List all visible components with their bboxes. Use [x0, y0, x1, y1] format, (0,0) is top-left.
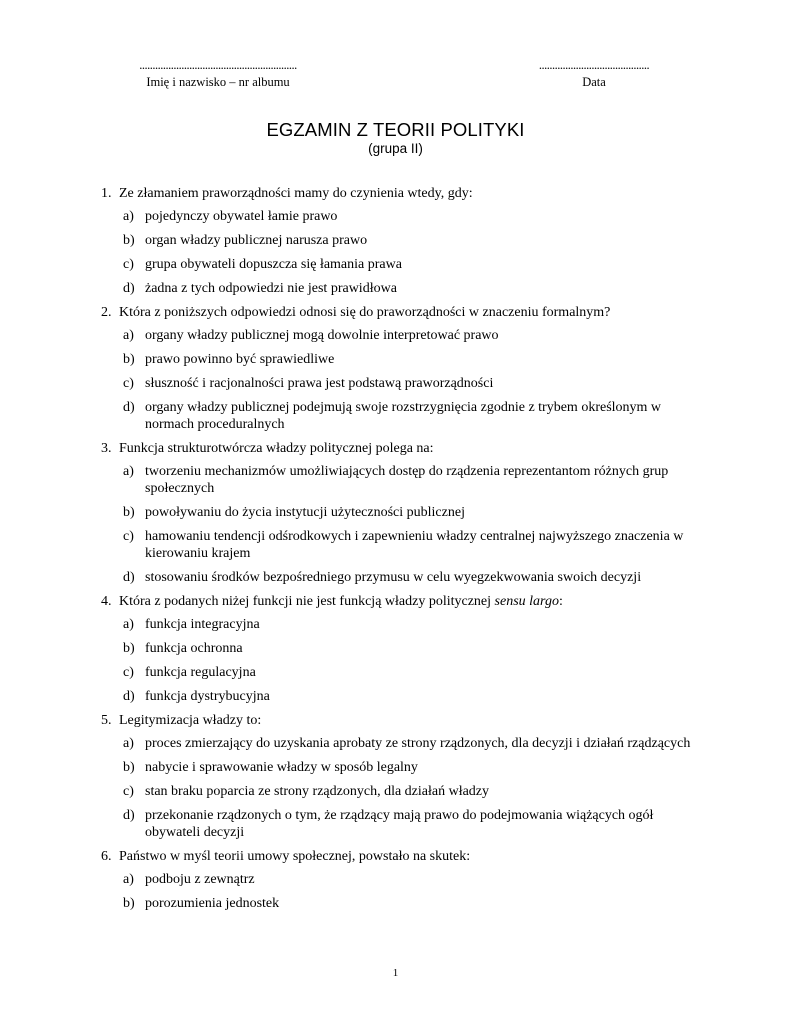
- answer-option: [101, 569, 691, 586]
- question-3: [101, 440, 691, 586]
- answer-option: [101, 528, 691, 562]
- question-text-italic: sensu largo: [494, 594, 559, 609]
- answer-option: [101, 280, 691, 297]
- option-text: pojedynczy obywatel łamie prawo: [145, 209, 338, 224]
- option-letter: a): [123, 464, 134, 479]
- option-text: przekonanie rządzonych o tym, że rządzący mają prawo do podejmowania wiążących ogół obywateli decyzji: [145, 808, 654, 840]
- option-letter: c): [123, 257, 134, 272]
- option-text: stan braku poparcia ze strony rządzonych, dla działań władzy: [145, 784, 490, 799]
- answer-option: [101, 640, 691, 657]
- answer-option: [101, 871, 691, 888]
- answer-option: [101, 463, 691, 497]
- option-letter: b): [123, 896, 135, 911]
- option-text: organy władzy publicznej podejmują swoje rozstrzygnięcia zgodnie z trybem określonym w normach proceduralnych: [145, 400, 662, 432]
- question-2: [101, 304, 691, 433]
- option-text: organ władzy publicznej narusza prawo: [145, 233, 368, 248]
- name-signature-field: [102, 57, 334, 90]
- option-letter: a): [123, 328, 134, 343]
- exam-title: EGZAMIN Z TEORII POLITYKI: [266, 119, 525, 140]
- option-text: funkcja dystrybucyjna: [145, 689, 270, 704]
- option-letter: b): [123, 352, 135, 367]
- option-text: słuszność i racjonalności prawa jest podstawą praworządności: [145, 376, 494, 391]
- option-text: stosowaniu środków bezpośredniego przymusu w celu wyegzekwowania swoich decyzji: [145, 570, 642, 585]
- option-text: nabycie i sprawowanie władzy w sposób legalny: [145, 760, 418, 775]
- question-text-main: Która z podanych niżej funkcji nie jest funkcją władzy politycznej: [119, 594, 495, 609]
- option-text: tworzeniu mechanizmów umożliwiających dostęp do rządzenia reprezentantom różnych grup społecznych: [145, 464, 669, 496]
- answer-option: [101, 735, 691, 752]
- question-text-end: :: [558, 594, 563, 609]
- page-number: 1: [392, 967, 399, 979]
- option-text: hamowaniu tendencji odśrodkowych i zapewnieniu władzy centralnej najwyższego znaczenia w kierowaniu krajem: [145, 529, 684, 561]
- option-letter: d): [123, 400, 135, 415]
- question-number: 4.: [101, 594, 112, 609]
- question-number: 6.: [101, 849, 112, 864]
- answer-option: [101, 895, 691, 912]
- option-letter: c): [123, 529, 134, 544]
- answer-option: [101, 688, 691, 705]
- answer-option: [101, 616, 691, 633]
- question-4: [101, 593, 691, 705]
- option-letter: c): [123, 665, 134, 680]
- question-number: 5.: [101, 713, 112, 728]
- question-number: 2.: [101, 305, 112, 320]
- question-text: Legitymizacja władzy to:: [119, 713, 262, 728]
- answer-option: [101, 504, 691, 521]
- question-1: [101, 185, 691, 297]
- option-letter: b): [123, 760, 135, 775]
- option-letter: a): [123, 872, 134, 887]
- option-letter: c): [123, 376, 134, 391]
- answer-option: [101, 208, 691, 225]
- option-letter: d): [123, 808, 135, 823]
- answer-option: [101, 327, 691, 344]
- option-text: porozumienia jednostek: [145, 896, 280, 911]
- question-text: [119, 593, 691, 610]
- name-dotted-line: ............................................................: [139, 58, 297, 72]
- question-text: Funkcja strukturotwórcza władzy politycznej polega na:: [119, 441, 434, 456]
- name-label: Imię i nazwisko – nr albumu: [146, 75, 290, 89]
- question-number: 3.: [101, 441, 112, 456]
- option-letter: a): [123, 736, 134, 751]
- option-letter: d): [123, 570, 135, 585]
- answer-option: [101, 759, 691, 776]
- option-text: podboju z zewnątrz: [145, 872, 255, 887]
- answer-option: [101, 232, 691, 249]
- answer-option: [101, 783, 691, 800]
- answer-option: [101, 375, 691, 392]
- option-letter: c): [123, 784, 134, 799]
- option-text: powoływaniu do życia instytucji użyteczności publicznej: [145, 505, 465, 520]
- option-text: grupa obywateli dopuszcza się łamania prawa: [145, 257, 402, 272]
- question-list: [101, 185, 691, 919]
- question-text: Państwo w myśl teorii umowy społecznej, powstało na skutek:: [119, 849, 471, 864]
- answer-option: [101, 256, 691, 273]
- date-dotted-line: ..........................................: [538, 58, 650, 72]
- exam-subtitle: (grupa II): [368, 141, 423, 156]
- option-letter: d): [123, 281, 135, 296]
- date-signature-field: [520, 57, 668, 90]
- option-text: prawo powinno być sprawiedliwe: [145, 352, 335, 367]
- option-letter: b): [123, 505, 135, 520]
- question-6: [101, 848, 691, 912]
- option-text: żadna z tych odpowiedzi nie jest prawidłowa: [145, 281, 397, 296]
- option-text: funkcja regulacyjna: [145, 665, 256, 680]
- option-letter: b): [123, 641, 135, 656]
- option-text: proces zmierzający do uzyskania aprobaty ze strony rządzonych, dla decyzji i działań rządzących: [145, 736, 691, 751]
- option-letter: a): [123, 617, 134, 632]
- answer-option: [101, 664, 691, 681]
- answer-option: [101, 399, 691, 433]
- date-label: Data: [582, 75, 606, 89]
- question-text: Która z poniższych odpowiedzi odnosi się do praworządności w znaczeniu formalnym?: [119, 305, 611, 320]
- option-text: organy władzy publicznej mogą dowolnie interpretować prawo: [145, 328, 499, 343]
- question-number: 1.: [101, 186, 112, 201]
- option-text: funkcja integracyjna: [145, 617, 260, 632]
- question-5: [101, 712, 691, 841]
- option-text: funkcja ochronna: [145, 641, 243, 656]
- option-letter: d): [123, 689, 135, 704]
- option-letter: b): [123, 233, 135, 248]
- answer-option: [101, 351, 691, 368]
- answer-option: [101, 807, 691, 841]
- option-letter: a): [123, 209, 134, 224]
- question-text: Ze złamaniem praworządności mamy do czynienia wtedy, gdy:: [119, 186, 473, 201]
